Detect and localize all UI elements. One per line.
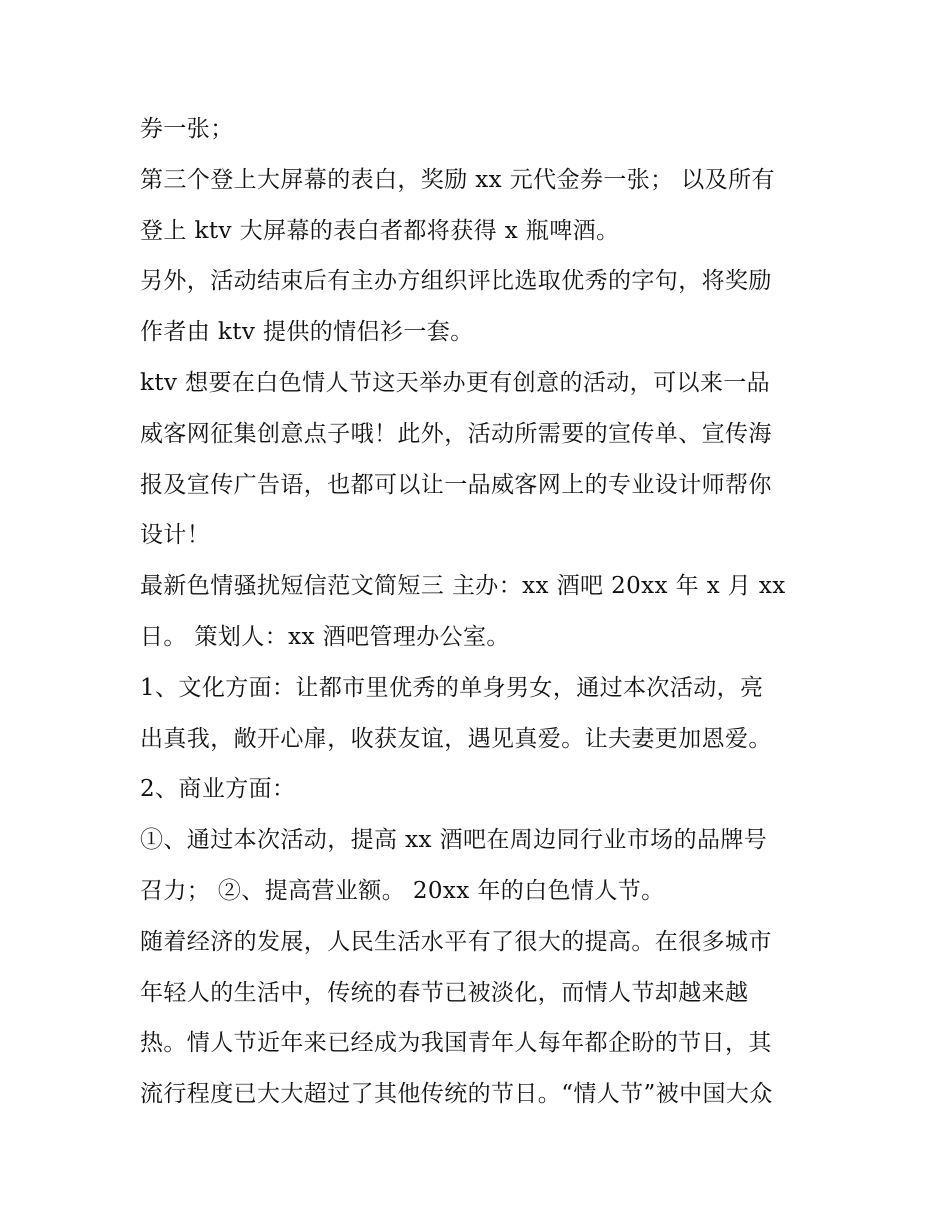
text-line: 年轻人的生活中，传统的春节已被淡化，而情人节却越来越 xyxy=(140,979,749,1006)
text-line: 1、文化方面：让都市里优秀的单身男女，通过本次活动，亮 xyxy=(140,674,764,701)
text-line: 设计！ xyxy=(140,522,211,549)
text-line: 随着经济的发展，人民生活水平有了很大的提高。在很多城市 xyxy=(140,928,772,955)
text-line: 第三个登上大屏幕的表白，奖励 xx 元代金券一张； 以及所有 xyxy=(140,166,775,193)
text-line: 券一张； xyxy=(140,116,234,142)
text-line: 最新色情骚扰短信范文简短三 主办：xx 酒吧 20xx 年 x 月 xx xyxy=(140,573,786,600)
text-line: 2、商业方面： xyxy=(140,776,296,803)
text-line: ①、通过本次活动，提高 xx 酒吧在周边同行业市场的品牌号 xyxy=(140,827,768,854)
text-line: 作者由 ktv 提供的情侣衫一套。 xyxy=(140,319,474,346)
text-line: 召力； ②、提高营业额。 20xx 年的白色情人节。 xyxy=(140,877,665,904)
text-line: 威客网征集创意点子哦！此外，活动所需要的宣传单、宣传海 xyxy=(140,420,772,447)
text-line: ktv 想要在白色情人节这天举办更有创意的活动，可以来一品 xyxy=(140,369,771,396)
text-line: 日。 策划人：xx 酒吧管理办公室。 xyxy=(140,623,510,650)
text-line: 热。情人节近年来已经成为我国青年人每年都企盼的节日，其 xyxy=(140,1030,772,1057)
document-body xyxy=(140,104,820,1120)
text-line: 报及宣传广告语，也都可以让一品威客网上的专业设计师帮你 xyxy=(140,471,772,498)
text-line: 流行程度已大大超过了其他传统的节日。“情人节”被中国大众 xyxy=(140,1081,773,1108)
text-line: 另外，活动结束后有主办方组织评比选取优秀的字句，将奖励 xyxy=(140,268,772,295)
text-line: 登上 ktv 大屏幕的表白者都将获得 x 瓶啤酒。 xyxy=(140,217,620,244)
text-line: 出真我，敞开心扉，收获友谊，遇见真爱。让夫妻更加恩爱。 xyxy=(140,725,772,752)
